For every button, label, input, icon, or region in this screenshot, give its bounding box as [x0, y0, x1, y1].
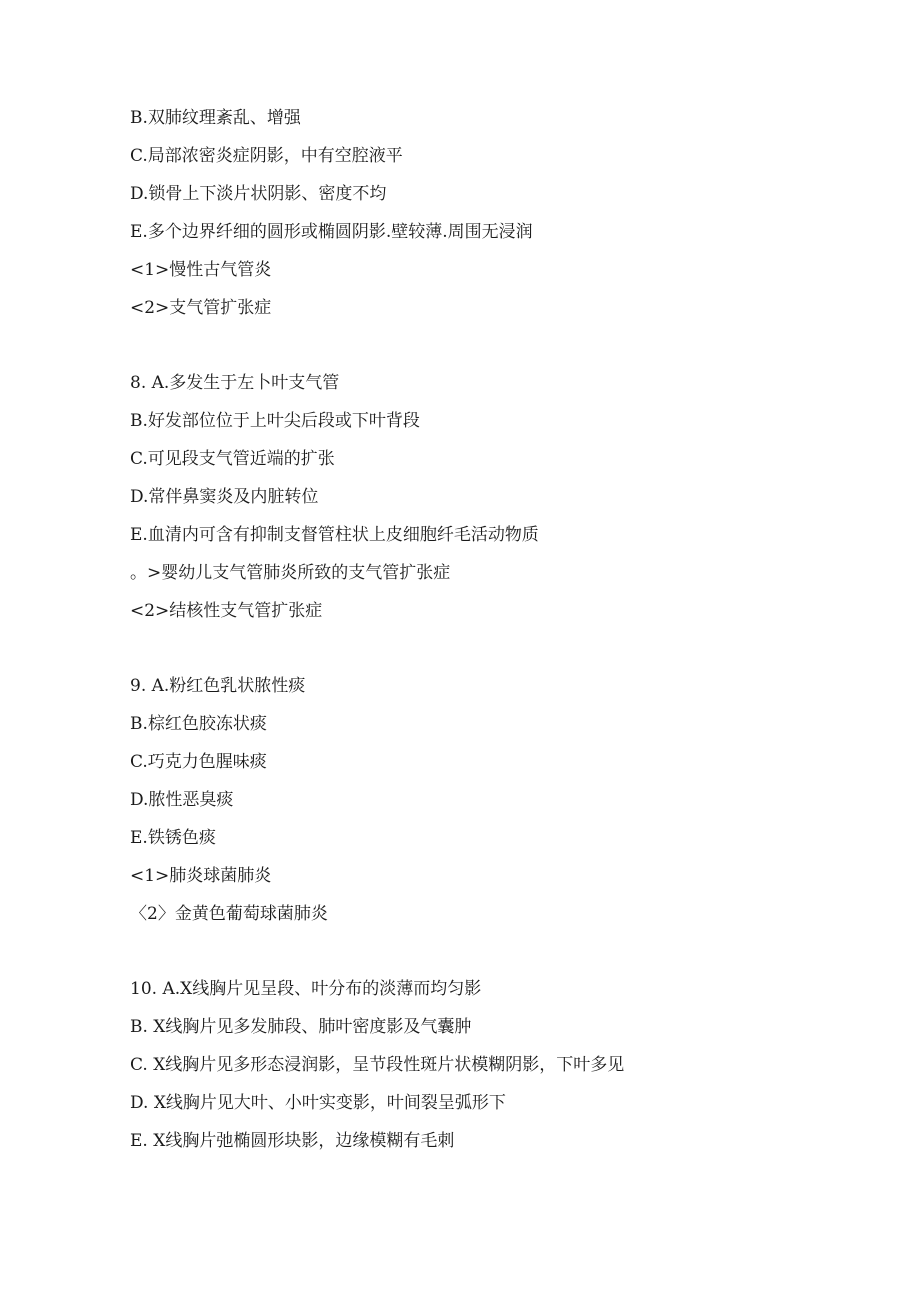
subquestion-2-q7: <2>支气管扩张症 [130, 298, 272, 318]
option-c-q8: C.可见段支气管近端的扩张 [130, 449, 335, 469]
option-d-q8: D.常伴鼻窦炎及内脏转位 [130, 487, 319, 507]
option-e-q7: E.多个边界纤细的圆形或椭圆阴影.壁较薄.周围无浸润 [130, 222, 533, 242]
subquestion-2-q8: <2>结核性支气管扩张症 [130, 601, 323, 621]
subquestion-1-q7: <1>慢性古气管炎 [130, 260, 272, 280]
option-e-q8: E.血清内可含有抑制支督管柱状上皮细胞纤毛活动物质 [130, 525, 539, 545]
option-c-q9: C.巧克力色腥味痰 [130, 752, 267, 772]
option-e-q10: E. X线胸片弛椭圆形块影，边缘模糊有毛刺 [130, 1131, 455, 1151]
option-c-q7: C.局部浓密炎症阴影，中有空腔液平 [130, 146, 403, 166]
option-d-q7: D.锁骨上下淡片状阴影、密度不均 [130, 184, 387, 204]
option-b-q7: B.双肺纹理紊乱、增强 [130, 108, 301, 128]
option-c-q10: C. X线胸片见多形态浸润影，呈节段性斑片状模糊阴影，下叶多见 [130, 1055, 625, 1075]
option-d-q10: D. X线胸片见大叶、小叶实变影，叶间裂呈弧形下 [130, 1093, 506, 1113]
option-d-q9: D.脓性恶臭痰 [130, 790, 234, 810]
option-b-q10: B. X线胸片见多发肺段、肺叶密度影及气囊肿 [130, 1017, 472, 1037]
subquestion-1-q9: <1>肺炎球菌肺炎 [130, 866, 272, 886]
question-9-option-a: 9. A.粉红色乳状脓性痰 [130, 676, 306, 696]
option-b-q8: B.好发部位位于上叶尖后段或下叶背段 [130, 411, 420, 431]
subquestion-1-q8: 。>婴幼儿支气管肺炎所致的支气管扩张症 [130, 563, 451, 583]
option-b-q9: B.棕红色胶冻状痰 [130, 714, 267, 734]
question-10-option-a: 10. A.X线胸片见呈段、叶分布的淡薄而均匀影 [130, 979, 482, 999]
subquestion-2-q9: 〈2〉金黄色葡萄球菌肺炎 [130, 904, 328, 924]
option-e-q9: E.铁锈色痰 [130, 828, 216, 848]
question-8-option-a: 8. A.多发生于左卜叶支气管 [130, 373, 340, 393]
